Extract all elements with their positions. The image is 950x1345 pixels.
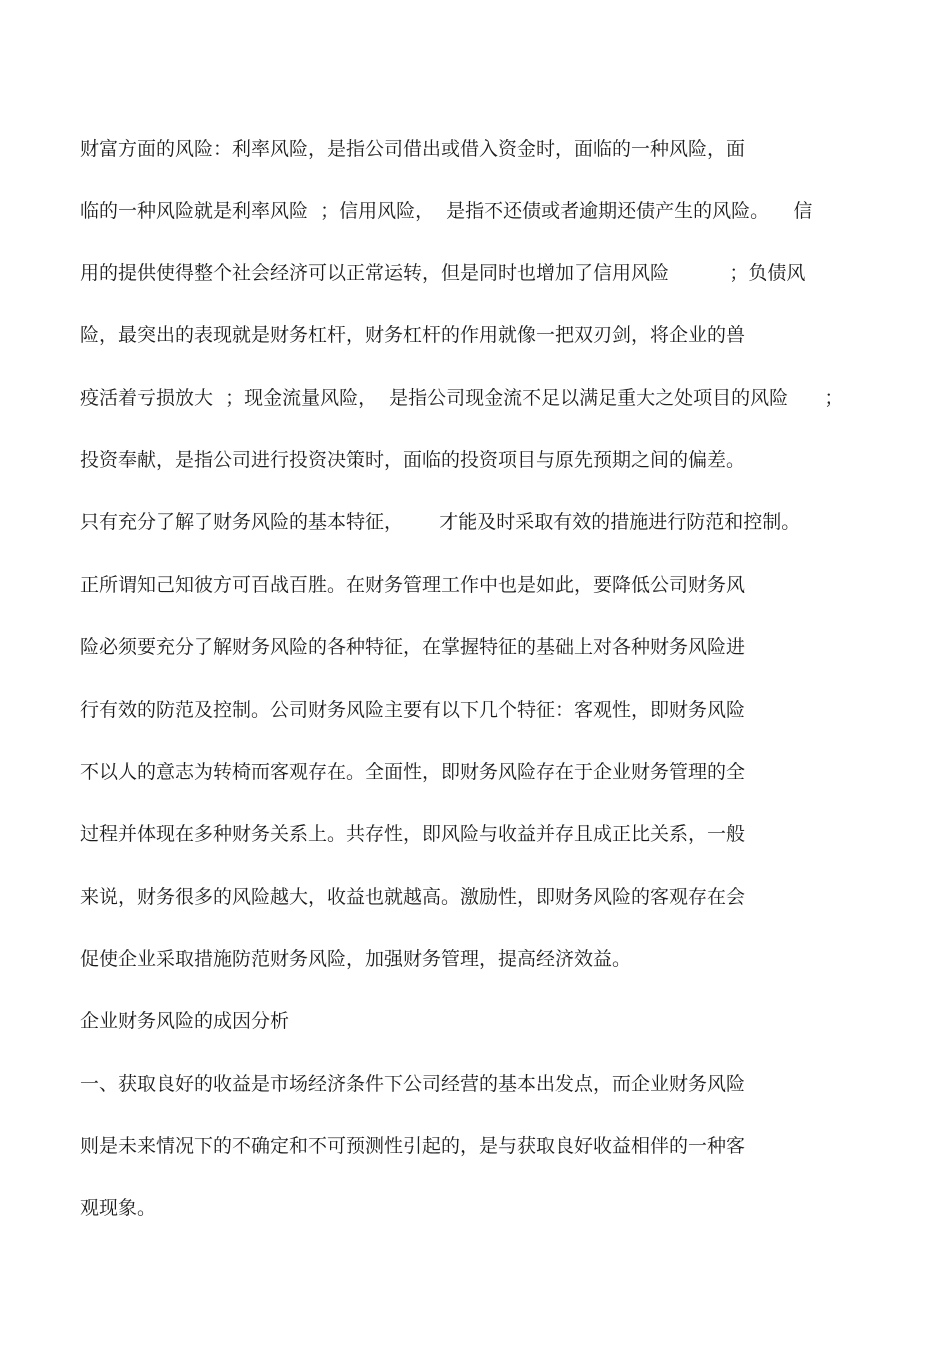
text-line-9: 险必须要充分了解财务风险的各种特征，在掌握特征的基础上对各种财务风险进 xyxy=(80,636,746,658)
text-line-18: 观现象。 xyxy=(80,1197,157,1219)
text-line-8: 正所谓知己知彼方可百战百胜。在财务管理工作中也是如此，要降低公司财务风 xyxy=(80,574,746,596)
text-line-11: 不以人的意志为转椅而客观存在。全面性，即财务风险存在于企业财务管理的全 xyxy=(80,761,746,783)
text-line-1: 财富方面的风险：利率风险，是指公司借出或借入资金时，面临的一种风险，面 xyxy=(80,138,746,160)
text-line-5: 疫活着亏损放大 ；现金流量风险， 是指公司现金流不足以满足重大之处项目的风险 ； xyxy=(80,387,844,409)
text-line-13: 来说，财务很多的风险越大，收益也就越高。激励性，即财务风险的客观存在会 xyxy=(80,886,746,908)
section-heading: 企业财务风险的成因分析 xyxy=(80,1010,290,1032)
text-line-14: 促使企业采取措施防范财务风险，加强财务管理，提高经济效益。 xyxy=(80,948,632,970)
text-line-16: 一、获取良好的收益是市场经济条件下公司经营的基本出发点，而企业财务风险 xyxy=(80,1073,746,1095)
text-line-12: 过程并体现在多种财务关系上。共存性，即风险与收益并存且成正比关系，一般 xyxy=(80,823,746,845)
text-line-17: 则是未来情况下的不确定和不可预测性引起的，是与获取良好收益相伴的一种客 xyxy=(80,1135,746,1157)
text-line-2: 临的一种风险就是利率风险 ；信用风险， 是指不还债或者逾期还债产生的风险。 信 xyxy=(80,200,813,222)
text-line-10: 行有效的防范及控制。公司财务风险主要有以下几个特征：客观性，即财务风险 xyxy=(80,699,746,721)
text-line-6: 投资奉献，是指公司进行投资决策时，面临的投资项目与原先预期之间的偏差。 xyxy=(80,449,746,471)
text-line-7: 只有充分了解了财务风险的基本特征， 才能及时采取有效的措施进行防范和控制。 xyxy=(80,511,801,533)
text-line-4: 险，最突出的表现就是财务杠杆，财务杠杆的作用就像一把双刃剑，将企业的兽 xyxy=(80,324,746,346)
text-line-3: 用的提供使得整个社会经济可以正常运转，但是同时也增加了信用风险 ；负债风 xyxy=(80,262,806,284)
